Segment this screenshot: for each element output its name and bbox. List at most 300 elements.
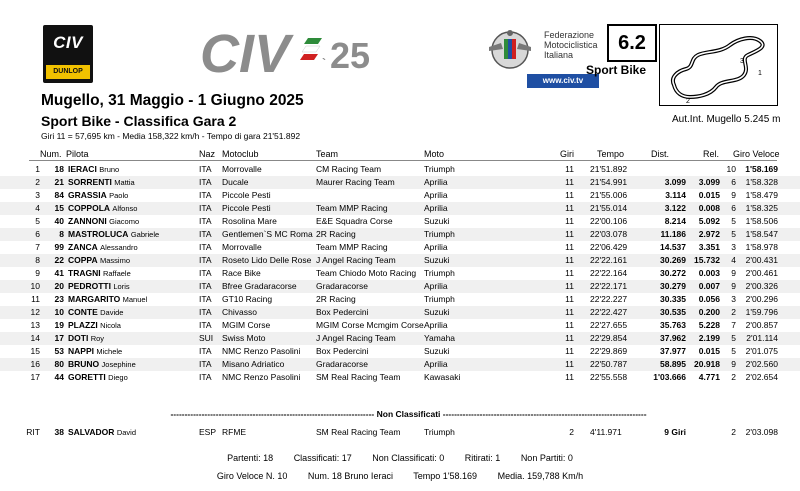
cell-rel: 4.771 xyxy=(698,372,720,382)
cell-team: Team MMP Racing xyxy=(316,242,388,252)
cell-dist: 30.335 xyxy=(660,294,686,304)
track-marker-2: 2 xyxy=(686,98,690,105)
cell-num: 84 xyxy=(54,190,64,200)
cell-pos: 9 xyxy=(35,268,40,278)
cell-num: 23 xyxy=(54,294,64,304)
cell-pilota xyxy=(68,307,123,317)
cell-pilota xyxy=(68,229,159,239)
cell-dist: 58.895 xyxy=(660,359,686,369)
cell-num: 44 xyxy=(54,372,64,382)
cell-motoclub: Swiss Moto xyxy=(222,333,266,343)
cell-gv-time: 2'01.075 xyxy=(745,346,778,356)
cell-gv-time: 1'58.169 xyxy=(745,164,778,174)
cell-motoclub: Morrovalle xyxy=(222,242,262,252)
cell-pilota xyxy=(68,372,128,382)
rider-name: Manuel xyxy=(122,295,148,304)
cell-moto: Aprilia xyxy=(424,242,448,252)
rider-name: Michele xyxy=(96,347,123,356)
cell-team: Team Chiodo Moto Racing xyxy=(316,268,417,278)
col-pilota: Pilota xyxy=(66,149,89,159)
table-row xyxy=(0,371,800,384)
cell-naz: ITA xyxy=(199,281,212,291)
cell-moto: Triumph xyxy=(424,164,455,174)
cell-pilota xyxy=(68,190,128,200)
cell-pos: 4 xyxy=(35,203,40,213)
rider-name: Raffaele xyxy=(102,269,131,278)
cell-team: SM Real Racing Team xyxy=(316,372,401,382)
cell-num: 41 xyxy=(54,268,64,278)
rider-surname: MASTROLUCA xyxy=(68,229,129,239)
cell-gv-time: 1'58.547 xyxy=(745,229,778,239)
race-info: Giri 11 = 57,695 km - Media 158,322 km/h - Tempo di gara 21'51.892 xyxy=(41,131,301,141)
cell-motoclub: NMC Renzo Pasolini xyxy=(222,372,301,382)
cell-pilota xyxy=(68,427,136,437)
table-row xyxy=(0,163,800,176)
table-row xyxy=(0,228,800,241)
cell-gv-lap: 4 xyxy=(731,255,736,265)
table-row xyxy=(0,189,800,202)
cell-tempo: 22'22.164 xyxy=(590,268,628,278)
table-row xyxy=(0,293,800,306)
cell-pos: 14 xyxy=(30,333,40,343)
cell-pos: 11 xyxy=(31,294,40,304)
cell-pos: 16 xyxy=(30,359,40,369)
cell-moto: Aprilia xyxy=(424,320,448,330)
rider-surname: TRAGNI xyxy=(68,268,101,278)
cell-pilota xyxy=(68,359,136,369)
footer-num: Num. 18 Bruno Ieraci xyxy=(307,471,393,481)
rider-name: Diego xyxy=(108,373,128,382)
rider-name: Giacomo xyxy=(109,217,140,226)
rider-surname: NAPPI xyxy=(68,346,94,356)
rider-surname: CONTE xyxy=(68,307,98,317)
cell-tempo: 22'03.078 xyxy=(590,229,628,239)
cell-gv-lap: 5 xyxy=(731,333,736,343)
rider-surname: PEDROTTI xyxy=(68,281,111,291)
cell-tempo: 21'55.014 xyxy=(590,203,628,213)
rider-name: David xyxy=(116,428,136,437)
cell-motoclub: Morrovalle xyxy=(222,164,262,174)
cell-gv-lap: 2 xyxy=(731,372,736,382)
cell-giri: 11 xyxy=(565,320,574,330)
civ-badge-logo xyxy=(43,25,93,83)
cell-motoclub: Rosolina Mare xyxy=(222,216,277,226)
cell-gv-time: 2'03.098 xyxy=(745,427,778,437)
rider-surname: SALVADOR xyxy=(68,427,115,437)
cell-pos: 1 xyxy=(35,164,40,174)
cell-pos: 3 xyxy=(35,190,40,200)
rider-name: Alessandro xyxy=(100,243,138,252)
cell-naz: ITA xyxy=(199,229,212,239)
civ-logo-text: CIV xyxy=(200,24,291,79)
cell-team: Gradaracorse xyxy=(316,281,368,291)
cell-giri: 11 xyxy=(565,294,574,304)
cell-gv-lap: 5 xyxy=(731,216,736,226)
table-row xyxy=(0,254,800,267)
cell-rel: 15.732 xyxy=(694,255,720,265)
cell-motoclub: Ducale xyxy=(222,177,249,187)
cell-giri: 2 xyxy=(569,427,574,437)
cell-gv-lap: 3 xyxy=(731,242,736,252)
footer-classificati: Classificati: 17 xyxy=(293,453,352,463)
cell-pos: 7 xyxy=(35,242,40,252)
cell-gv-time: 2'00.461 xyxy=(745,268,778,278)
cell-dist: 3.122 xyxy=(664,203,686,213)
cell-dist: 1'03.666 xyxy=(653,372,686,382)
cell-pos: 13 xyxy=(30,320,40,330)
civ-badge-text: CIV xyxy=(53,33,83,52)
cell-rel: 3.351 xyxy=(698,242,720,252)
cell-gv-time: 2'01.114 xyxy=(746,333,778,343)
table-row xyxy=(0,280,800,293)
track-outline-icon xyxy=(660,25,777,105)
cell-dist: 11.186 xyxy=(660,229,686,239)
cell-gv-time: 1'58.325 xyxy=(745,203,778,213)
non-classified-separator: ------------------------------------------------------------------------ Non Classificati ------------------------------------------------------------------------ xyxy=(170,409,647,419)
website-badge: www.civ.tv xyxy=(527,74,599,88)
cell-rel: 0.008 xyxy=(698,203,720,213)
cell-motoclub: GT10 Racing xyxy=(222,294,273,304)
cell-naz: ITA xyxy=(199,307,212,317)
cell-pilota xyxy=(68,320,121,330)
federation-name xyxy=(544,30,614,60)
track-length: Aut.Int. Mugello 5.245 m xyxy=(672,114,781,125)
footer-non-partiti: Non Partiti: 0 xyxy=(520,453,573,463)
cell-num: 18 xyxy=(54,164,64,174)
cell-team: MGIM Corse Mcmgim Corse xyxy=(316,320,424,330)
cell-dist: 14.537 xyxy=(660,242,686,252)
cell-tempo: 21'54.991 xyxy=(590,177,628,187)
federation-line-2: Motociclistica xyxy=(544,40,598,50)
cell-dist: 37.977 xyxy=(660,346,686,356)
cell-dist: 37.962 xyxy=(660,333,686,343)
cell-pilota xyxy=(68,294,147,304)
cell-motoclub: Bfree Gradaracorse xyxy=(222,281,297,291)
cell-gv-time: 2'00.857 xyxy=(745,320,778,330)
cell-pilota xyxy=(68,216,139,226)
cell-gv-time: 2'00.326 xyxy=(745,281,778,291)
footer-giro-veloce: Giro Veloce N. 10 xyxy=(216,471,288,481)
cell-team: SM Real Racing Team xyxy=(316,427,401,437)
cell-moto: Aprilia xyxy=(424,203,448,213)
cell-gv-lap: 9 xyxy=(731,281,736,291)
cell-rel: 0.015 xyxy=(698,346,720,356)
fmi-emblem-icon xyxy=(485,25,535,75)
col-motoclub: Motoclub xyxy=(222,149,259,159)
cell-naz: ITA xyxy=(199,203,212,213)
cell-giri: 11 xyxy=(565,255,574,265)
class-name: Sport Bike xyxy=(586,63,647,77)
rider-surname: IERACI xyxy=(68,164,97,174)
cell-motoclub: Piccole Pesti xyxy=(222,190,271,200)
cell-tempo: 22'29.854 xyxy=(590,333,628,343)
cell-tempo: 22'22.427 xyxy=(590,307,628,317)
footer-fastest-lap xyxy=(0,471,800,481)
table-row xyxy=(0,241,800,254)
cell-pos: 5 xyxy=(35,216,40,226)
cell-rel: 0.056 xyxy=(698,294,720,304)
cell-naz: ITA xyxy=(199,359,212,369)
cell-team: Box Pedercini xyxy=(316,346,369,356)
cell-gv-lap: 5 xyxy=(731,346,736,356)
cell-gv-lap: 6 xyxy=(731,177,736,187)
cell-gv-time: 2'00.296 xyxy=(745,294,778,304)
footer-media: Media. 159,788 Km/h xyxy=(497,471,584,481)
rider-name: Mattia xyxy=(114,178,135,187)
cell-rel: 0.015 xyxy=(698,190,720,200)
rider-name: Paolo xyxy=(109,191,129,200)
cell-rel: 0.200 xyxy=(698,307,720,317)
cell-motoclub: Race Bike xyxy=(222,268,261,278)
cell-giri: 11 xyxy=(565,190,574,200)
cell-pilota xyxy=(68,281,130,291)
footer-non-classificati: Non Classificati: 0 xyxy=(372,453,445,463)
table-row xyxy=(0,202,800,215)
track-marker-3: 3 xyxy=(740,58,744,65)
cell-dist: 30.269 xyxy=(660,255,686,265)
cell-pos: 8 xyxy=(35,255,40,265)
cell-num: 15 xyxy=(54,203,64,213)
cell-pos: 6 xyxy=(35,229,40,239)
cell-tempo: 22'27.655 xyxy=(590,320,628,330)
col-giri: Giri xyxy=(560,149,574,159)
table-row xyxy=(0,345,800,358)
rider-name: Loris xyxy=(113,282,130,291)
cell-team: 2R Racing xyxy=(316,294,356,304)
cell-moto: Aprilia xyxy=(424,359,448,369)
cell-team: Team MMP Racing xyxy=(316,203,388,213)
cell-tempo: 21'55.006 xyxy=(590,190,628,200)
cell-tempo: 22'50.787 xyxy=(590,359,628,369)
cell-moto: Suzuki xyxy=(424,307,450,317)
cell-giri: 11 xyxy=(565,359,574,369)
footer-partenti: Partenti: 18 xyxy=(227,453,274,463)
cell-num: 80 xyxy=(54,359,64,369)
col-num: Num. xyxy=(40,149,62,159)
col-rel: Rel. xyxy=(703,149,720,159)
cell-naz: ITA xyxy=(199,177,212,187)
cell-giri: 11 xyxy=(565,268,574,278)
cell-pilota xyxy=(68,333,104,343)
rider-surname: MARGARITO xyxy=(68,294,121,304)
cell-gv-time: 1'58.978 xyxy=(745,242,778,252)
race-title: Sport Bike - Classifica Gara 2 xyxy=(41,113,237,129)
track-map xyxy=(659,24,778,106)
cell-dist: 9 Giri xyxy=(664,427,686,437)
cell-motoclub: NMC Renzo Pasolini xyxy=(222,346,301,356)
cell-pilota xyxy=(68,203,137,213)
cell-pilota xyxy=(68,255,130,265)
cell-num: 40 xyxy=(54,216,64,226)
cell-giri: 11 xyxy=(565,177,574,187)
civ-logo-year: 25 xyxy=(330,35,371,76)
rider-surname: COPPA xyxy=(68,255,98,265)
cell-team: E&E Squadra Corse xyxy=(316,216,393,226)
cell-tempo: 22'22.227 xyxy=(590,294,628,304)
cell-team: Box Pedercini xyxy=(316,307,369,317)
cell-pilota xyxy=(68,346,122,356)
col-dist: Dist. xyxy=(651,149,669,159)
cell-pos: RIT xyxy=(26,427,40,437)
cell-motoclub: MGIM Corse xyxy=(222,320,271,330)
table-row xyxy=(0,215,800,228)
cell-tempo: 21'51.892 xyxy=(590,164,628,174)
cell-pos: 10 xyxy=(30,281,40,291)
cell-num: 19 xyxy=(54,320,64,330)
footer-summary xyxy=(0,453,800,463)
cell-naz: ITA xyxy=(199,164,212,174)
cell-motoclub: Chivasso xyxy=(222,307,257,317)
cell-num: 21 xyxy=(54,177,64,187)
rider-surname: GRASSIA xyxy=(68,190,107,200)
cell-giri: 11 xyxy=(565,333,574,343)
cell-gv-time: 1'59.796 xyxy=(745,307,778,317)
cell-gv-time: 2'02.654 xyxy=(745,372,778,382)
cell-naz: ITA xyxy=(199,320,212,330)
cell-naz: ITA xyxy=(199,372,212,382)
cell-naz: ESP xyxy=(199,427,217,437)
track-marker-1: 1 xyxy=(758,70,762,77)
cell-motoclub: Gentlemen`S MC Roma xyxy=(222,229,313,239)
col-moto: Moto xyxy=(424,149,445,159)
rider-surname: DOTI xyxy=(68,333,89,343)
cell-rel: 3.099 xyxy=(698,177,720,187)
cell-naz: ITA xyxy=(199,294,212,304)
federation-line-3: Italiana xyxy=(544,50,574,60)
cell-naz: ITA xyxy=(199,346,212,356)
cell-gv-time: 1'58.328 xyxy=(745,177,778,187)
cell-motoclub: Piccole Pesti xyxy=(222,203,271,213)
cell-num: 8 xyxy=(59,229,64,239)
cell-pos: 17 xyxy=(30,372,40,382)
cell-tempo: 22'06.429 xyxy=(590,242,628,252)
cell-moto: Aprilia xyxy=(424,281,448,291)
cell-tempo: 4'11.971 xyxy=(590,427,622,437)
cell-team: CM Racing Team xyxy=(316,164,382,174)
cell-rel: 20.918 xyxy=(694,359,720,369)
event-title: Mugello, 31 Maggio - 1 Giugno 2025 xyxy=(41,92,304,109)
cell-pilota xyxy=(68,164,119,174)
cell-gv-lap: 2 xyxy=(731,427,736,437)
rider-name: Roy xyxy=(90,334,105,343)
cell-gv-time: 2'02.560 xyxy=(745,359,778,369)
rider-name: Alfonso xyxy=(112,204,138,213)
cell-giri: 11 xyxy=(565,307,574,317)
footer-tempo: Tempo 1'58.169 xyxy=(413,471,478,481)
cell-naz: ITA xyxy=(199,242,212,252)
cell-dist: 30.535 xyxy=(660,307,686,317)
cell-naz: ITA xyxy=(199,216,212,226)
federation-line-1: Federazione xyxy=(544,30,595,40)
cell-tempo: 22'00.106 xyxy=(590,216,628,226)
rider-surname: COPPOLA xyxy=(68,203,111,213)
cell-giri: 11 xyxy=(565,372,574,382)
table-row xyxy=(0,267,800,280)
cell-giri: 11 xyxy=(565,203,574,213)
cell-motoclub: RFME xyxy=(222,427,247,437)
cell-gv-lap: 5 xyxy=(731,229,736,239)
civ-25-logo xyxy=(200,24,410,79)
cell-moto: Kawasaki xyxy=(424,372,461,382)
cell-giri: 11 xyxy=(565,242,574,252)
cell-rel: 2.972 xyxy=(698,229,720,239)
header-divider xyxy=(29,160,777,161)
cell-dist: 30.272 xyxy=(660,268,686,278)
cell-num: 22 xyxy=(54,255,64,265)
dunlop-label: DUNLOP xyxy=(46,65,90,79)
rider-surname: GORETTI xyxy=(68,372,106,382)
rider-name: Gabriele xyxy=(130,230,160,239)
cell-dist: 3.114 xyxy=(665,190,686,200)
col-giro-veloce: Giro Veloce xyxy=(733,149,780,159)
col-team: Team xyxy=(316,149,339,159)
cell-num: 17 xyxy=(54,333,64,343)
table-row xyxy=(0,306,800,319)
cell-gv-time: 1'58.479 xyxy=(745,190,778,200)
cell-pilota xyxy=(68,268,131,278)
cell-moto: Triumph xyxy=(424,268,455,278)
cell-dist: 3.099 xyxy=(664,177,686,187)
cell-rel: 5.092 xyxy=(698,216,720,226)
cell-moto: Suzuki xyxy=(424,255,450,265)
cell-rel: 0.003 xyxy=(698,268,720,278)
cell-team: Maurer Racing Team xyxy=(316,177,395,187)
cell-giri: 11 xyxy=(565,216,574,226)
rider-name: Massimo xyxy=(99,256,130,265)
cell-rel: 0.007 xyxy=(698,281,720,291)
cell-naz: ITA xyxy=(199,190,212,200)
cell-moto: Yamaha xyxy=(424,333,456,343)
cell-rel: 5.228 xyxy=(698,320,720,330)
cell-num: 99 xyxy=(54,242,64,252)
cell-tempo: 22'29.869 xyxy=(590,346,628,356)
cell-rel: 2.199 xyxy=(698,333,720,343)
footer-ritirati: Ritirati: 1 xyxy=(464,453,501,463)
rider-surname: ZANNONI xyxy=(68,216,107,226)
cell-naz: SUI xyxy=(199,333,214,343)
cell-gv-time: 1'58.506 xyxy=(745,216,778,226)
cell-moto: Triumph xyxy=(424,229,455,239)
table-row xyxy=(0,358,800,371)
cell-num: 38 xyxy=(54,427,64,437)
cell-dist: 30.279 xyxy=(660,281,686,291)
rider-surname: PLAZZI xyxy=(68,320,98,330)
cell-moto: Suzuki xyxy=(424,216,450,226)
rider-name: Davide xyxy=(100,308,124,317)
cell-pos: 15 xyxy=(30,346,40,356)
rider-surname: BRUNO xyxy=(68,359,100,369)
cell-giri: 11 xyxy=(565,229,574,239)
cell-gv-lap: 10 xyxy=(726,164,736,174)
col-tempo: Tempo xyxy=(597,149,625,159)
cell-pilota xyxy=(68,242,138,252)
cell-team: J Angel Racing Team xyxy=(316,255,396,265)
cell-pilota xyxy=(68,177,135,187)
cell-num: 53 xyxy=(54,346,64,356)
col-naz: Naz xyxy=(199,149,216,159)
cell-dist: 35.763 xyxy=(660,320,686,330)
table-row xyxy=(0,176,800,189)
cell-pos: 2 xyxy=(35,177,40,187)
cell-gv-time: 2'00.431 xyxy=(745,255,778,265)
cell-tempo: 22'55.558 xyxy=(590,372,628,382)
cell-tempo: 22'22.171 xyxy=(590,281,628,291)
rider-name: Bruno xyxy=(99,165,120,174)
cell-giri: 11 xyxy=(565,281,574,291)
table-row xyxy=(0,319,800,332)
cell-dist: 8.214 xyxy=(664,216,686,226)
rider-surname: SORRENTI xyxy=(68,177,112,187)
